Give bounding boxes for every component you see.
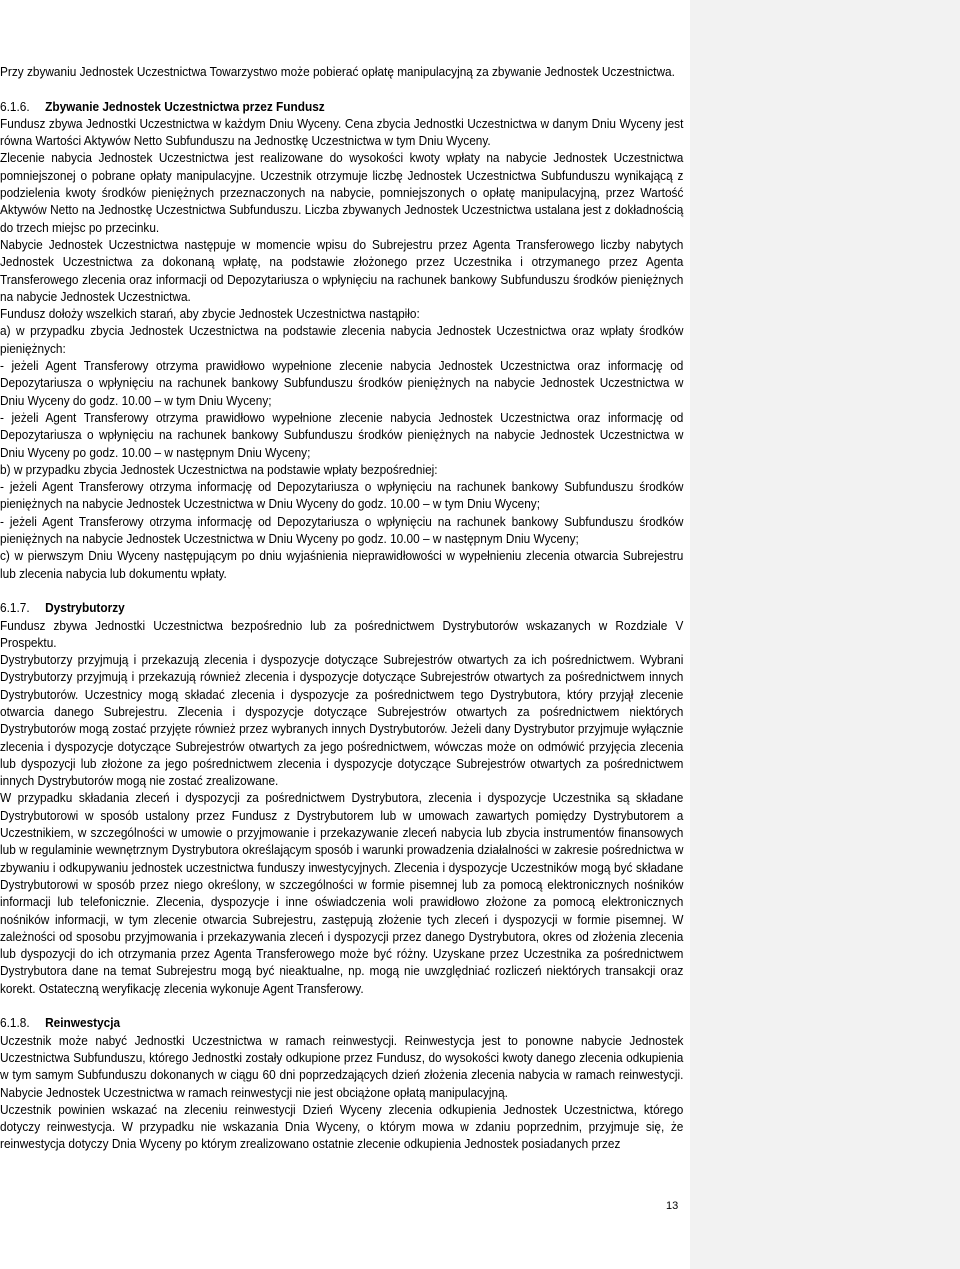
paragraph: Fundusz dołoży wszelkich starań, aby zbycie Jednostek Uczestnictwa nastąpiło: xyxy=(0,307,420,322)
paragraph: Przy zbywaniu Jednostek Uczestnictwa Towarzystwo może pobierać opłatę manipulacyjną za zbywanie Jednostek Uczestnictwa. xyxy=(0,65,675,79)
paragraph: Uczestnik może nabyć Jednostki Uczestnictwa w ramach reinwestycji. Reinwestycja jest to ponowne nabycie Jednostek Uczestnictwa Subfunduszu, którego Jednostki zostały odkupione przez Fundusz, do wysokości kwoty danego zlecenia odkupienia w tym samym Subfunduszu dokonanych w ciągu 60 dni poprzedzających dzień złożenia zlecenia nabycia w ramach reinwestycji. Nabycie Jednostek Uczestnictwa w ramach reinwestycji nie jest obciążone opłatą manipulacyjną. xyxy=(0,1033,684,1100)
paragraph-gap xyxy=(0,583,683,600)
paragraph: a) w przypadku zbycia Jednostek Uczestnictwa na podstawie zlecenia nabycia Jednostek Uczestnictwa oraz wpłaty środków pieniężnych: xyxy=(0,324,684,356)
section-number: 6.1.8. xyxy=(0,1016,30,1031)
section-number: 6.1.6. xyxy=(0,99,30,114)
paragraph: Fundusz zbywa Jednostki Uczestnictwa w każdym Dniu Wyceny. Cena zbycia Jednostki Uczestnictwa w danym Dniu Wyceny jest równa Wartości Aktywów Netto Subfunduszu na Jednostkę Uczestnictwa w tym Dniu Wyceny. xyxy=(0,116,684,149)
paragraph: Nabycie Jednostek Uczestnictwa następuje w momencie wpisu do Subrejestru przez Agenta Transferowego liczby nabytych Jednostek Uczestnictwa za dokonaną wpłatę, na podstawie złożonego przez Uczestnika i otrzymanego przez Agenta Transferowego zlecenia oraz informacji od Depozytariusza o wpłynięciu na rachunek bankowy Subfunduszu środków pieniężnych na nabycie Jednostek Uczestnictwa. xyxy=(0,237,684,304)
paragraph: W przypadku składania zleceń i dyspozycji za pośrednictwem Dystrybutora, zlecenia i dyspozycje Uczestnika są składane Dystrybutorowi w sposób ustalony przez Fundusz z Dystrybutorem lub w umowach zawartych pomiędzy Dystrybutorem a Uczestnikiem, w szczególności w umowie o przyjmowanie i przekazywanie zleceń nabycia lub zbycia instrumentów finansowych lub w regulaminie wewnętrznym Dystrybutora określającym sposób i warunki prowadzenia działalności w zakresie pośrednictwa w zbywaniu i odkupywaniu jednostek uczestnictwa funduszy inwestycyjnych. Zlecenia i dyspozycje Uczestników mogą być składane Dystrybutorowi w sposób przez niego określony, w szczególności w formie pisemnej lub za pomocą elektronicznych nośników informacji lub telefonicznie. Zlecenia, dyspozycje i inne oświadczenia woli prawidłowo złożone za pomocą elektronicznych nośników informacji, w tym zlecenie otwarcia Subrejestru, zastępują złożenie tych zleceń i dyspozycji w formie pisemnej. W zależności od sposobu przyjmowania i przekazywania zleceń i dyspozycji przez danego Dystrybutora, okres od złożenia zlecenia lub dyspozycji do ich otrzymania przez Agenta Transferowego może być różny. Uzyskane przez Uczestnika za pośrednictwem Dystrybutora dane na temat Subrejestru mogą być nieaktualne, np. mogą nie uwzględniać rozliczeń niektórych transakcji oraz korekt. Ostateczną weryfikację zlecenia wykonuje Agent Transferowy. xyxy=(0,791,684,996)
paragraph: Uczestnik powinien wskazać na zleceniu reinwestycji Dzień Wyceny zlecenia odkupienia Jednostek Uczestnictwa, którego dotyczy reinwestycja. W przypadku nie wskazania Dnia Wyceny, o którym mowa w zdaniu poprzednim, przyjmuje się, że reinwestycja dotyczy Dnia Wyceny po którym zrealizowano ostatnie zlecenie odkupienia Jednostek posiadanych przez xyxy=(0,1102,684,1152)
paragraph: - jeżeli Agent Transferowy otrzyma prawidłowo wypełnione zlecenie nabycia Jednostek Uczestnictwa oraz informację od Depozytariusza o wpłynięciu na rachunek bankowy Subfunduszu środków pieniężnych na nabycie Jednostek Uczestnictwa w Dniu Wyceny po godz. 10.00 – w następnym Dniu Wyceny; xyxy=(0,410,684,460)
section-title: Dystrybutorzy xyxy=(45,601,125,616)
paragraph-gap xyxy=(0,81,683,98)
paragraph: c) w pierwszym Dniu Wyceny następującym po dniu wyjaśnienia nieprawidłowości w wypełnieniu zlecenia otwarcia Subrejestru lub zlecenia nabycia lub dokumentu wpłaty. xyxy=(0,549,684,581)
section-number: 6.1.7. xyxy=(0,601,30,616)
paragraph-gap xyxy=(0,998,683,1015)
paragraph: Dystrybutorzy przyjmują i przekazują zlecenia i dyspozycje dotyczące Subrejestrów otwartych za ich pośrednictwem. Wybrani Dystrybutorzy przyjmują i przekazują również zlecenia i dyspozycje dotyczące Subrejestrów otwartych za pośrednictwem innych Dystrybutorów. Uczestnicy mogą składać zlecenia i dyspozycje za pośrednictwem tego Dystrybutora, który przyjął zlecenie otwarcia danego Subrejestru. Zlecenia i dyspozycje dotyczące Subrejestrów otwartych za pośrednictwem niektórych Dystrybutorów mogą zostać przyjęte również przez wybranych innych Dystrybutorów. Jeżeli dany Dystrybutor przyjmuje wyłącznie zlecenia i dyspozycje dotyczące Subrejestrów otwartych za jego pośrednictwem, wówczas może on odmówić przyjęcia zlecenia lub dyspozycji lub złożone za jego pośrednictwem zlecenia i dyspozycje dotyczące Subrejestrów otwartych za pośrednictwem innych Dystrybutorów mogą nie zostać zrealizowane. xyxy=(0,653,684,789)
paragraph: Zlecenie nabycia Jednostek Uczestnictwa jest realizowane do wysokości kwoty wpłaty na nabycie Jednostek Uczestnictwa pomniejszonej o pobrane opłaty manipulacyjne. Uczestnik otrzymuje liczbę Jednostek Uczestnictwa Subfunduszu wynikającą z podzielenia kwoty środków pieniężnych przeznaczonych na nabycie, pomniejszonych o opłatę manipulacyjną, przez Wartość Aktywów Netto na Jednostkę Uczestnictwa Subfunduszu. Liczba zbywanych Jednostek Uczestnictwa ustalana jest z dokładnością do trzech miejsc po przecinku. xyxy=(0,151,684,235)
section-title: Zbywanie Jednostek Uczestnictwa przez Fundusz xyxy=(45,99,325,114)
paragraph: - jeżeli Agent Transferowy otrzyma prawidłowo wypełnione zlecenie nabycia Jednostek Uczestnictwa oraz informację od Depozytariusza o wpłynięciu na rachunek bankowy Subfunduszu środków pieniężnych na nabycie Jednostek Uczestnictwa w Dniu Wyceny do godz. 10.00 – w tym Dniu Wyceny; xyxy=(0,359,684,408)
paragraph: - jeżeli Agent Transferowy otrzyma informację od Depozytariusza o wpłynięciu na rachunek bankowy Subfunduszu środków pieniężnych na nabycie Jednostek Uczestnictwa w Dniu Wyceny po godz. 10.00 – w następnym Dniu Wyceny; xyxy=(0,514,684,547)
paragraph: Fundusz zbywa Jednostki Uczestnictwa bezpośrednio lub za pośrednictwem Dystrybutorów wskazanych w Rozdziale V Prospektu. xyxy=(0,618,684,650)
section-title: Reinwestycja xyxy=(45,1016,121,1031)
paragraph: - jeżeli Agent Transferowy otrzyma informację od Depozytariusza o wpłynięciu na rachunek bankowy Subfunduszu środków pieniężnych na nabycie Jednostek Uczestnictwa w Dniu Wyceny do godz. 10.00 – w tym Dniu Wyceny; xyxy=(0,480,684,512)
document-body xyxy=(0,64,683,1154)
section-heading xyxy=(0,99,683,116)
paragraph: b) w przypadku zbycia Jednostek Uczestnictwa na podstawie wpłaty bezpośredniej: xyxy=(0,462,438,477)
page-number: 13 xyxy=(666,1200,679,1212)
section-heading xyxy=(0,600,683,617)
section-heading xyxy=(0,1015,683,1032)
right-margin-panel xyxy=(690,0,960,1269)
